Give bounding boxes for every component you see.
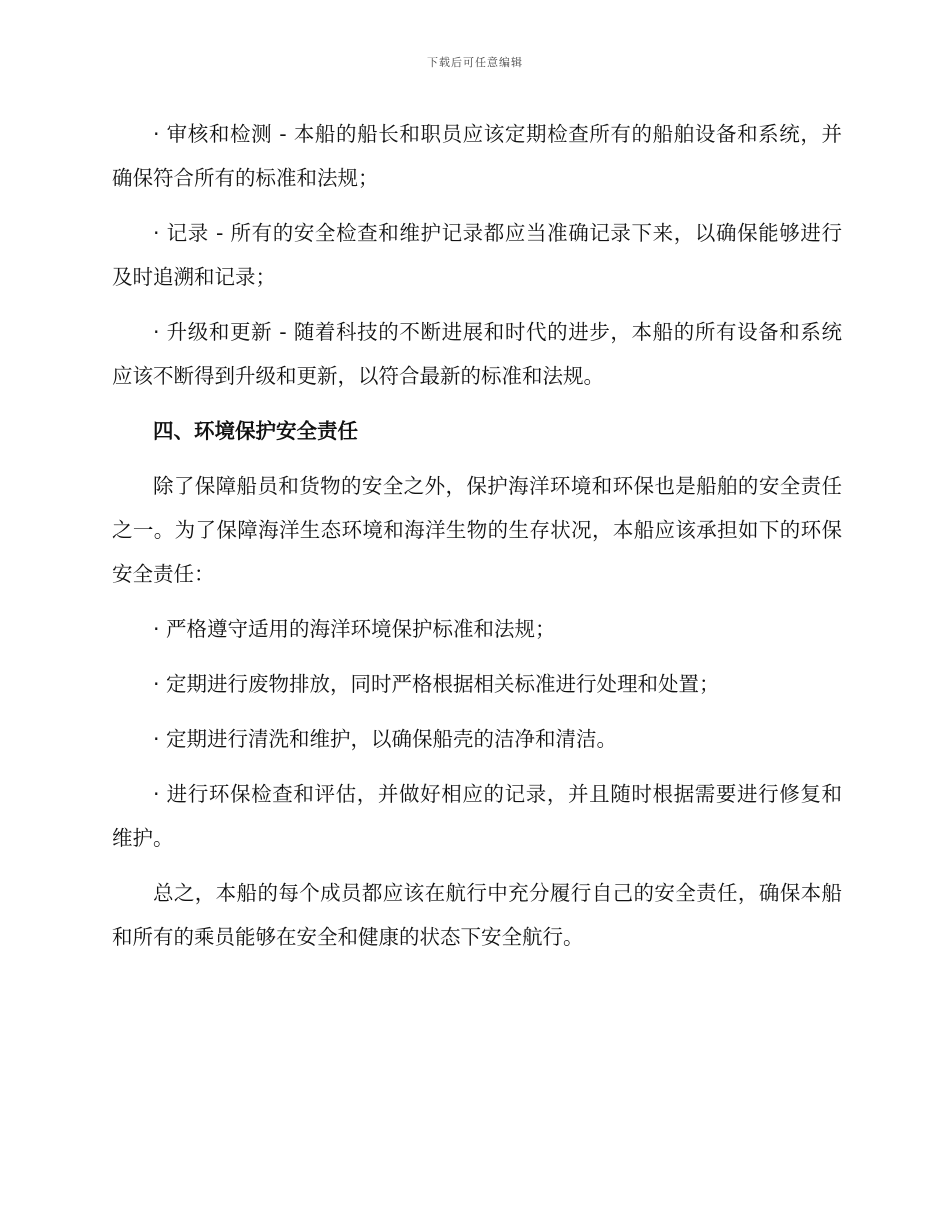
paragraph-environmental-inspection: · 进行环保检查和评估，并做好相应的记录，并且随时根据需要进行修复和维护。	[112, 782, 842, 850]
paragraph-environmental-intro: 除了保障船员和货物的安全之外，保护海洋环境和环保也是船舶的安全责任之一。为了保障海洋生态环境和海洋生物的生存状况，本船应该承担如下的环保安全责任：	[112, 474, 842, 586]
paragraph-records: · 记录 - 所有的安全检查和维护记录都应当准确记录下来，以确保能够进行及时追溯和记录；	[112, 221, 842, 289]
paragraph-comply-standards: · 严格遵守适用的海洋环境保护标准和法规；	[153, 617, 556, 641]
paragraph-conclusion: 总之，本船的每个成员都应该在航行中充分履行自己的安全责任，确保本船和所有的乘员能够在安全和健康的状态下安全航行。	[112, 881, 842, 949]
section-heading-environmental: 四、环境保护安全责任	[153, 419, 358, 443]
paragraph-upgrade-update: · 升级和更新 - 随着科技的不断进展和时代的进步，本船的所有设备和系统应该不断得到升级和更新，以符合最新的标准和法规。	[112, 320, 842, 388]
paragraph-cleaning-maintenance: · 定期进行清洗和维护，以确保船壳的洁净和清洁。	[153, 727, 618, 751]
header-note: 下载后可任意编辑	[427, 56, 523, 69]
document-body	[112, 112, 842, 970]
paragraph-waste-discharge: · 定期进行废物排放，同时严格根据相关标准进行处理和处置；	[153, 672, 720, 696]
paragraph-audit-inspection: · 审核和检测 - 本船的船长和职员应该定期检查所有的船舶设备和系统，并确保符合所有的标准和法规；	[112, 122, 842, 190]
